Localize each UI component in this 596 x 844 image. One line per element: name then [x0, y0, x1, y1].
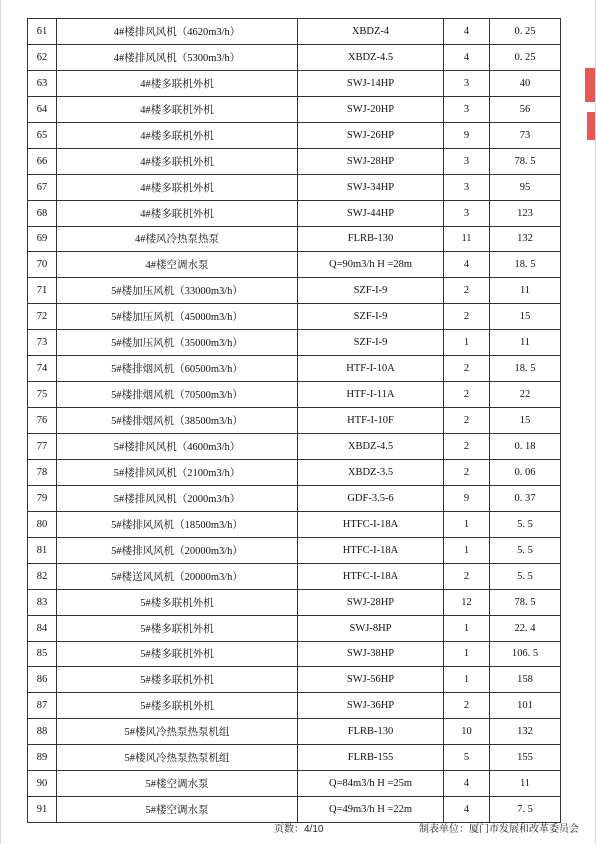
equipment-name-cell: 4#楼排风风机（5300m3/h） — [57, 44, 298, 70]
equipment-power-cell: 0. 18 — [490, 434, 561, 460]
equipment-name-cell: 5#楼排风风机（2000m3/h） — [57, 485, 298, 511]
equipment-power-cell: 95 — [490, 174, 561, 200]
equipment-name-cell: 4#楼多联机外机 — [57, 122, 298, 148]
equipment-quantity-cell: 1 — [444, 641, 490, 667]
equipment-quantity-cell: 2 — [444, 563, 490, 589]
equipment-power-cell: 106. 5 — [490, 641, 561, 667]
equipment-name-cell: 5#楼排风风机（2100m3/h） — [57, 459, 298, 485]
equipment-name-cell: 5#楼排烟风机（70500m3/h） — [57, 382, 298, 408]
equipment-name-cell: 4#楼排风风机（4620m3/h） — [57, 19, 298, 45]
equipment-name-cell: 4#楼空调水泵 — [57, 252, 298, 278]
equipment-model-cell: Q=49m3/h H =22m — [298, 797, 444, 823]
equipment-name-cell: 4#楼多联机外机 — [57, 70, 298, 96]
equipment-model-cell: SWJ-28HP — [298, 589, 444, 615]
row-number-cell: 65 — [28, 122, 57, 148]
equipment-quantity-cell: 1 — [444, 615, 490, 641]
table-row — [28, 19, 561, 45]
equipment-power-cell: 40 — [490, 70, 561, 96]
equipment-quantity-cell: 2 — [444, 408, 490, 434]
equipment-quantity-cell: 11 — [444, 226, 490, 252]
row-number-cell: 81 — [28, 537, 57, 563]
red-stamp-fragment — [585, 68, 595, 102]
row-number-cell: 75 — [28, 382, 57, 408]
equipment-name-cell: 5#楼加压风机（33000m3/h） — [57, 278, 298, 304]
equipment-quantity-cell: 2 — [444, 459, 490, 485]
equipment-model-cell: SWJ-20HP — [298, 96, 444, 122]
row-number-cell: 83 — [28, 589, 57, 615]
row-number-cell: 68 — [28, 200, 57, 226]
row-number-cell: 88 — [28, 719, 57, 745]
equipment-model-cell: GDF-3.5-6 — [298, 485, 444, 511]
equipment-quantity-cell: 9 — [444, 485, 490, 511]
equipment-power-cell: 5. 5 — [490, 563, 561, 589]
table-row — [28, 44, 561, 70]
row-number-cell: 89 — [28, 745, 57, 771]
equipment-model-cell: Q=90m3/h H =28m — [298, 252, 444, 278]
row-number-cell: 77 — [28, 434, 57, 460]
equipment-name-cell: 4#楼多联机外机 — [57, 148, 298, 174]
equipment-model-cell: SWJ-38HP — [298, 641, 444, 667]
equipment-model-cell: SWJ-8HP — [298, 615, 444, 641]
equipment-quantity-cell: 2 — [444, 304, 490, 330]
table-row — [28, 797, 561, 823]
equipment-power-cell: 5. 5 — [490, 537, 561, 563]
table-row — [28, 96, 561, 122]
equipment-model-cell: SZF-I-9 — [298, 304, 444, 330]
equipment-name-cell: 5#楼排烟风机（60500m3/h） — [57, 356, 298, 382]
equipment-model-cell: SWJ-34HP — [298, 174, 444, 200]
equipment-power-cell: 11 — [490, 330, 561, 356]
row-number-cell: 80 — [28, 511, 57, 537]
row-number-cell: 64 — [28, 96, 57, 122]
equipment-quantity-cell: 3 — [444, 148, 490, 174]
equipment-name-cell: 4#楼风冷热泵热泵 — [57, 226, 298, 252]
equipment-model-cell: XBDZ-4.5 — [298, 44, 444, 70]
table-row — [28, 304, 561, 330]
equipment-model-cell: SWJ-36HP — [298, 693, 444, 719]
equipment-quantity-cell: 1 — [444, 330, 490, 356]
table-row — [28, 330, 561, 356]
equipment-model-cell: SWJ-14HP — [298, 70, 444, 96]
equipment-power-cell: 22. 4 — [490, 615, 561, 641]
row-number-cell: 71 — [28, 278, 57, 304]
equipment-name-cell: 5#楼多联机外机 — [57, 615, 298, 641]
equipment-model-cell: FLRB-155 — [298, 745, 444, 771]
row-number-cell: 63 — [28, 70, 57, 96]
row-number-cell: 62 — [28, 44, 57, 70]
equipment-model-cell: SZF-I-9 — [298, 330, 444, 356]
equipment-name-cell: 5#楼加压风机（35000m3/h） — [57, 330, 298, 356]
issuing-organization: 制表单位：厦门市发展和改革委员会 — [419, 824, 579, 835]
equipment-quantity-cell: 2 — [444, 278, 490, 304]
row-number-cell: 66 — [28, 148, 57, 174]
equipment-power-cell: 0. 37 — [490, 485, 561, 511]
equipment-model-cell: HTFC-I-18A — [298, 511, 444, 537]
equipment-quantity-cell: 1 — [444, 537, 490, 563]
equipment-name-cell: 4#楼多联机外机 — [57, 200, 298, 226]
table-row — [28, 226, 561, 252]
equipment-table — [27, 18, 561, 823]
equipment-name-cell: 5#楼送风风机（20000m3/h） — [57, 563, 298, 589]
row-number-cell: 85 — [28, 641, 57, 667]
equipment-model-cell: HTFC-I-18A — [298, 537, 444, 563]
equipment-quantity-cell: 2 — [444, 693, 490, 719]
table-row — [28, 537, 561, 563]
equipment-model-cell: HTF-I-10A — [298, 356, 444, 382]
row-number-cell: 91 — [28, 797, 57, 823]
equipment-name-cell: 5#楼排风风机（4600m3/h） — [57, 434, 298, 460]
equipment-table-body — [28, 19, 561, 823]
table-row — [28, 70, 561, 96]
table-row — [28, 356, 561, 382]
row-number-cell: 86 — [28, 667, 57, 693]
row-number-cell: 74 — [28, 356, 57, 382]
row-number-cell: 84 — [28, 615, 57, 641]
equipment-power-cell: 78. 5 — [490, 148, 561, 174]
equipment-model-cell: XBDZ-3.5 — [298, 459, 444, 485]
equipment-quantity-cell: 10 — [444, 719, 490, 745]
equipment-power-cell: 22 — [490, 382, 561, 408]
equipment-quantity-cell: 2 — [444, 356, 490, 382]
row-number-cell: 70 — [28, 252, 57, 278]
table-row — [28, 148, 561, 174]
equipment-quantity-cell: 4 — [444, 771, 490, 797]
equipment-name-cell: 5#楼风冷热泵热泵机组 — [57, 719, 298, 745]
equipment-power-cell: 0. 25 — [490, 44, 561, 70]
equipment-model-cell: Q=84m3/h H =25m — [298, 771, 444, 797]
table-row — [28, 511, 561, 537]
equipment-power-cell: 73 — [490, 122, 561, 148]
equipment-quantity-cell: 9 — [444, 122, 490, 148]
equipment-quantity-cell: 4 — [444, 252, 490, 278]
equipment-model-cell: SWJ-44HP — [298, 200, 444, 226]
equipment-model-cell: SZF-I-9 — [298, 278, 444, 304]
equipment-model-cell: SWJ-28HP — [298, 148, 444, 174]
equipment-name-cell: 5#楼多联机外机 — [57, 693, 298, 719]
equipment-quantity-cell: 4 — [444, 44, 490, 70]
equipment-power-cell: 0. 25 — [490, 19, 561, 45]
equipment-power-cell: 0. 06 — [490, 459, 561, 485]
equipment-model-cell: SWJ-26HP — [298, 122, 444, 148]
table-row — [28, 641, 561, 667]
equipment-model-cell: FLRB-130 — [298, 226, 444, 252]
equipment-name-cell: 4#楼多联机外机 — [57, 174, 298, 200]
equipment-name-cell: 5#楼加压风机（45000m3/h） — [57, 304, 298, 330]
table-row — [28, 252, 561, 278]
equipment-power-cell: 101 — [490, 693, 561, 719]
row-number-cell: 61 — [28, 19, 57, 45]
equipment-power-cell: 132 — [490, 719, 561, 745]
row-number-cell: 87 — [28, 693, 57, 719]
equipment-power-cell: 18. 5 — [490, 252, 561, 278]
equipment-power-cell: 18. 5 — [490, 356, 561, 382]
table-row — [28, 589, 561, 615]
equipment-name-cell: 5#楼空调水泵 — [57, 771, 298, 797]
equipment-model-cell: SWJ-56HP — [298, 667, 444, 693]
equipment-name-cell: 4#楼多联机外机 — [57, 96, 298, 122]
equipment-name-cell: 5#楼多联机外机 — [57, 641, 298, 667]
row-number-cell: 73 — [28, 330, 57, 356]
row-number-cell: 78 — [28, 459, 57, 485]
equipment-quantity-cell: 4 — [444, 797, 490, 823]
table-row — [28, 485, 561, 511]
equipment-power-cell: 5. 5 — [490, 511, 561, 537]
table-row — [28, 200, 561, 226]
equipment-quantity-cell: 3 — [444, 200, 490, 226]
row-number-cell: 82 — [28, 563, 57, 589]
equipment-model-cell: HTF-I-11A — [298, 382, 444, 408]
equipment-name-cell: 5#楼排风风机（18500m3/h） — [57, 511, 298, 537]
row-number-cell: 79 — [28, 485, 57, 511]
equipment-power-cell: 7. 5 — [490, 797, 561, 823]
table-row — [28, 174, 561, 200]
equipment-power-cell: 158 — [490, 667, 561, 693]
row-number-cell: 76 — [28, 408, 57, 434]
equipment-model-cell: HTF-I-10F — [298, 408, 444, 434]
table-row — [28, 563, 561, 589]
equipment-model-cell: HTFC-I-18A — [298, 563, 444, 589]
equipment-power-cell: 11 — [490, 278, 561, 304]
row-number-cell: 67 — [28, 174, 57, 200]
row-number-cell: 72 — [28, 304, 57, 330]
equipment-quantity-cell: 3 — [444, 70, 490, 96]
equipment-power-cell: 78. 5 — [490, 589, 561, 615]
equipment-name-cell: 5#楼风冷热泵热泵机组 — [57, 745, 298, 771]
equipment-quantity-cell: 12 — [444, 589, 490, 615]
table-row — [28, 122, 561, 148]
table-row — [28, 382, 561, 408]
equipment-power-cell: 15 — [490, 408, 561, 434]
equipment-name-cell: 5#楼空调水泵 — [57, 797, 298, 823]
equipment-name-cell: 5#楼多联机外机 — [57, 667, 298, 693]
equipment-power-cell: 11 — [490, 771, 561, 797]
row-number-cell: 90 — [28, 771, 57, 797]
table-row — [28, 693, 561, 719]
equipment-power-cell: 56 — [490, 96, 561, 122]
equipment-power-cell: 132 — [490, 226, 561, 252]
table-row — [28, 434, 561, 460]
equipment-quantity-cell: 3 — [444, 96, 490, 122]
table-row — [28, 745, 561, 771]
equipment-model-cell: XBDZ-4.5 — [298, 434, 444, 460]
equipment-quantity-cell: 2 — [444, 434, 490, 460]
equipment-name-cell: 5#楼多联机外机 — [57, 589, 298, 615]
equipment-model-cell: FLRB-130 — [298, 719, 444, 745]
equipment-quantity-cell: 1 — [444, 511, 490, 537]
equipment-name-cell: 5#楼排风风机（20000m3/h） — [57, 537, 298, 563]
equipment-power-cell: 15 — [490, 304, 561, 330]
equipment-name-cell: 5#楼排烟风机（38500m3/h） — [57, 408, 298, 434]
equipment-quantity-cell: 2 — [444, 382, 490, 408]
equipment-power-cell: 155 — [490, 745, 561, 771]
page-footer — [1, 820, 596, 836]
table-row — [28, 459, 561, 485]
table-row — [28, 667, 561, 693]
equipment-quantity-cell: 1 — [444, 667, 490, 693]
table-row — [28, 408, 561, 434]
table-row — [28, 615, 561, 641]
table-row — [28, 771, 561, 797]
equipment-quantity-cell: 4 — [444, 19, 490, 45]
red-stamp-fragment — [587, 112, 595, 140]
equipment-power-cell: 123 — [490, 200, 561, 226]
table-row — [28, 719, 561, 745]
table-row — [28, 278, 561, 304]
row-number-cell: 69 — [28, 226, 57, 252]
page-count: 页数：4/10 — [274, 824, 324, 835]
equipment-quantity-cell: 3 — [444, 174, 490, 200]
equipment-quantity-cell: 5 — [444, 745, 490, 771]
equipment-model-cell: XBDZ-4 — [298, 19, 444, 45]
